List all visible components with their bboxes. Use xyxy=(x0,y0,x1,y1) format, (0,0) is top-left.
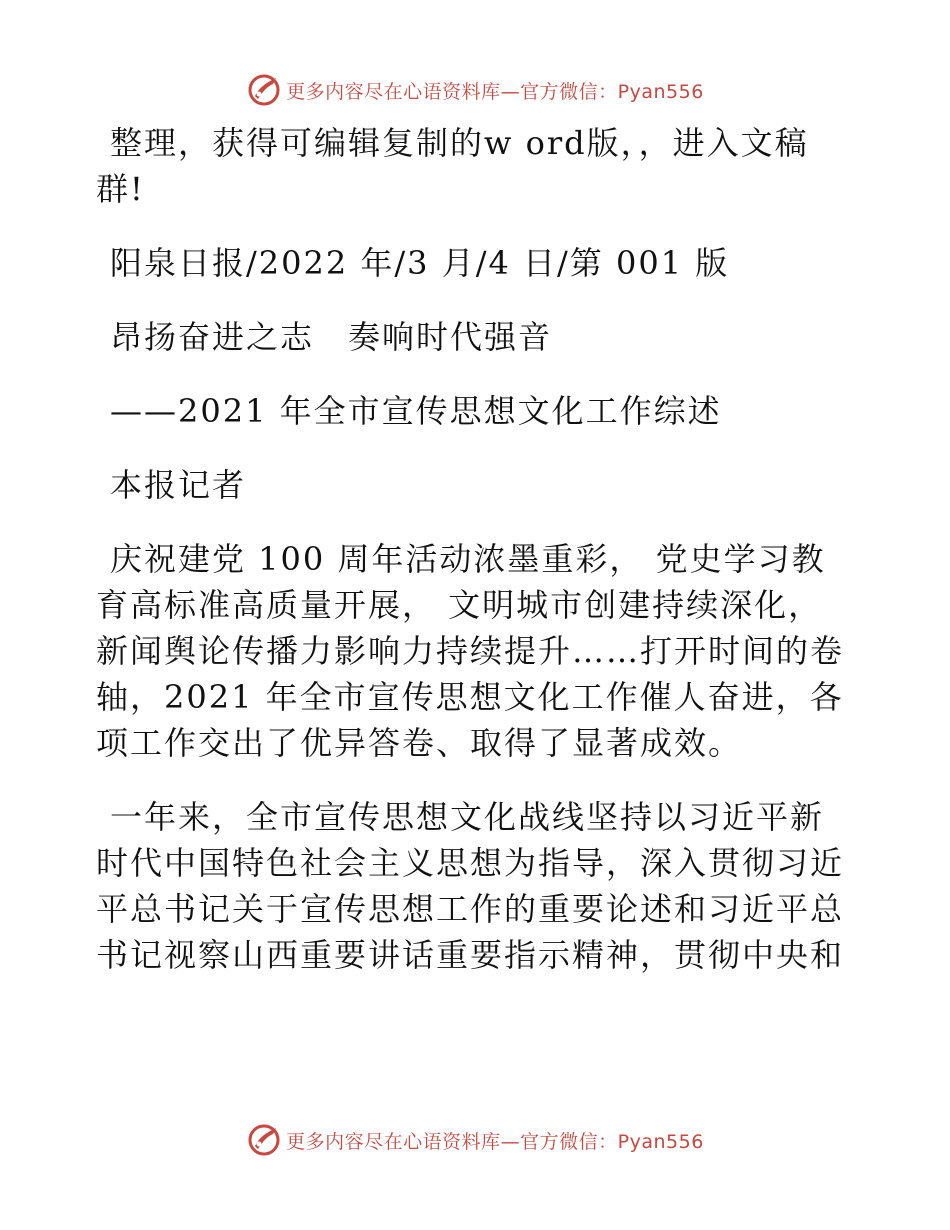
text-line: 庆祝建党 100 周年活动浓墨重彩， 党史学习教 xyxy=(110,540,826,578)
article-subtitle: ——2021 年全市宣传思想文化工作综述 xyxy=(110,392,722,430)
watermark-text: 更多内容尽在心语资料库—官方微信：Pyan556 xyxy=(286,80,704,103)
footer-watermark xyxy=(0,1120,950,1160)
source-line: 阳泉日报/2022 年/3 月/4 日/第 001 版 xyxy=(110,244,730,282)
watermark-text: 更多内容尽在心语资料库—官方微信：Pyan556 xyxy=(286,1130,704,1153)
text-line: 一年来，全市宣传思想文化战线坚持以习近平新 xyxy=(110,798,825,836)
text-line: 时代中国特色社会主义思想为指导，深入贯彻习近 xyxy=(96,844,845,882)
article-title: 昂扬奋进之志 奏响时代强音 xyxy=(110,318,553,356)
document-body xyxy=(96,120,856,978)
logo-icon xyxy=(246,72,282,108)
text-line: 项工作交出了优异答卷、取得了显著成效。 xyxy=(96,724,743,762)
header-watermark xyxy=(0,70,950,110)
text-line: 新闻舆论传播力影响力持续提升……打开时间的卷 xyxy=(96,632,845,670)
text-line: 群! xyxy=(96,170,145,208)
byline: 本报记者 xyxy=(110,466,247,504)
text-line: 轴，2021 年全市宣传思想文化工作催人奋进，各 xyxy=(96,678,844,716)
text-line: 整理，获得可编辑复制的w ord版，，进入文稿 xyxy=(110,124,809,162)
text-line: 育高标准高质量开展， 文明城市创建持续深化， xyxy=(96,586,823,624)
text-line: 平总书记关于宣传思想工作的重要论述和习近平总 xyxy=(96,890,845,928)
text-line: 书记视察山西重要讲话重要指示精神，贯彻中央和 xyxy=(96,936,845,974)
logo-icon xyxy=(246,1122,282,1158)
